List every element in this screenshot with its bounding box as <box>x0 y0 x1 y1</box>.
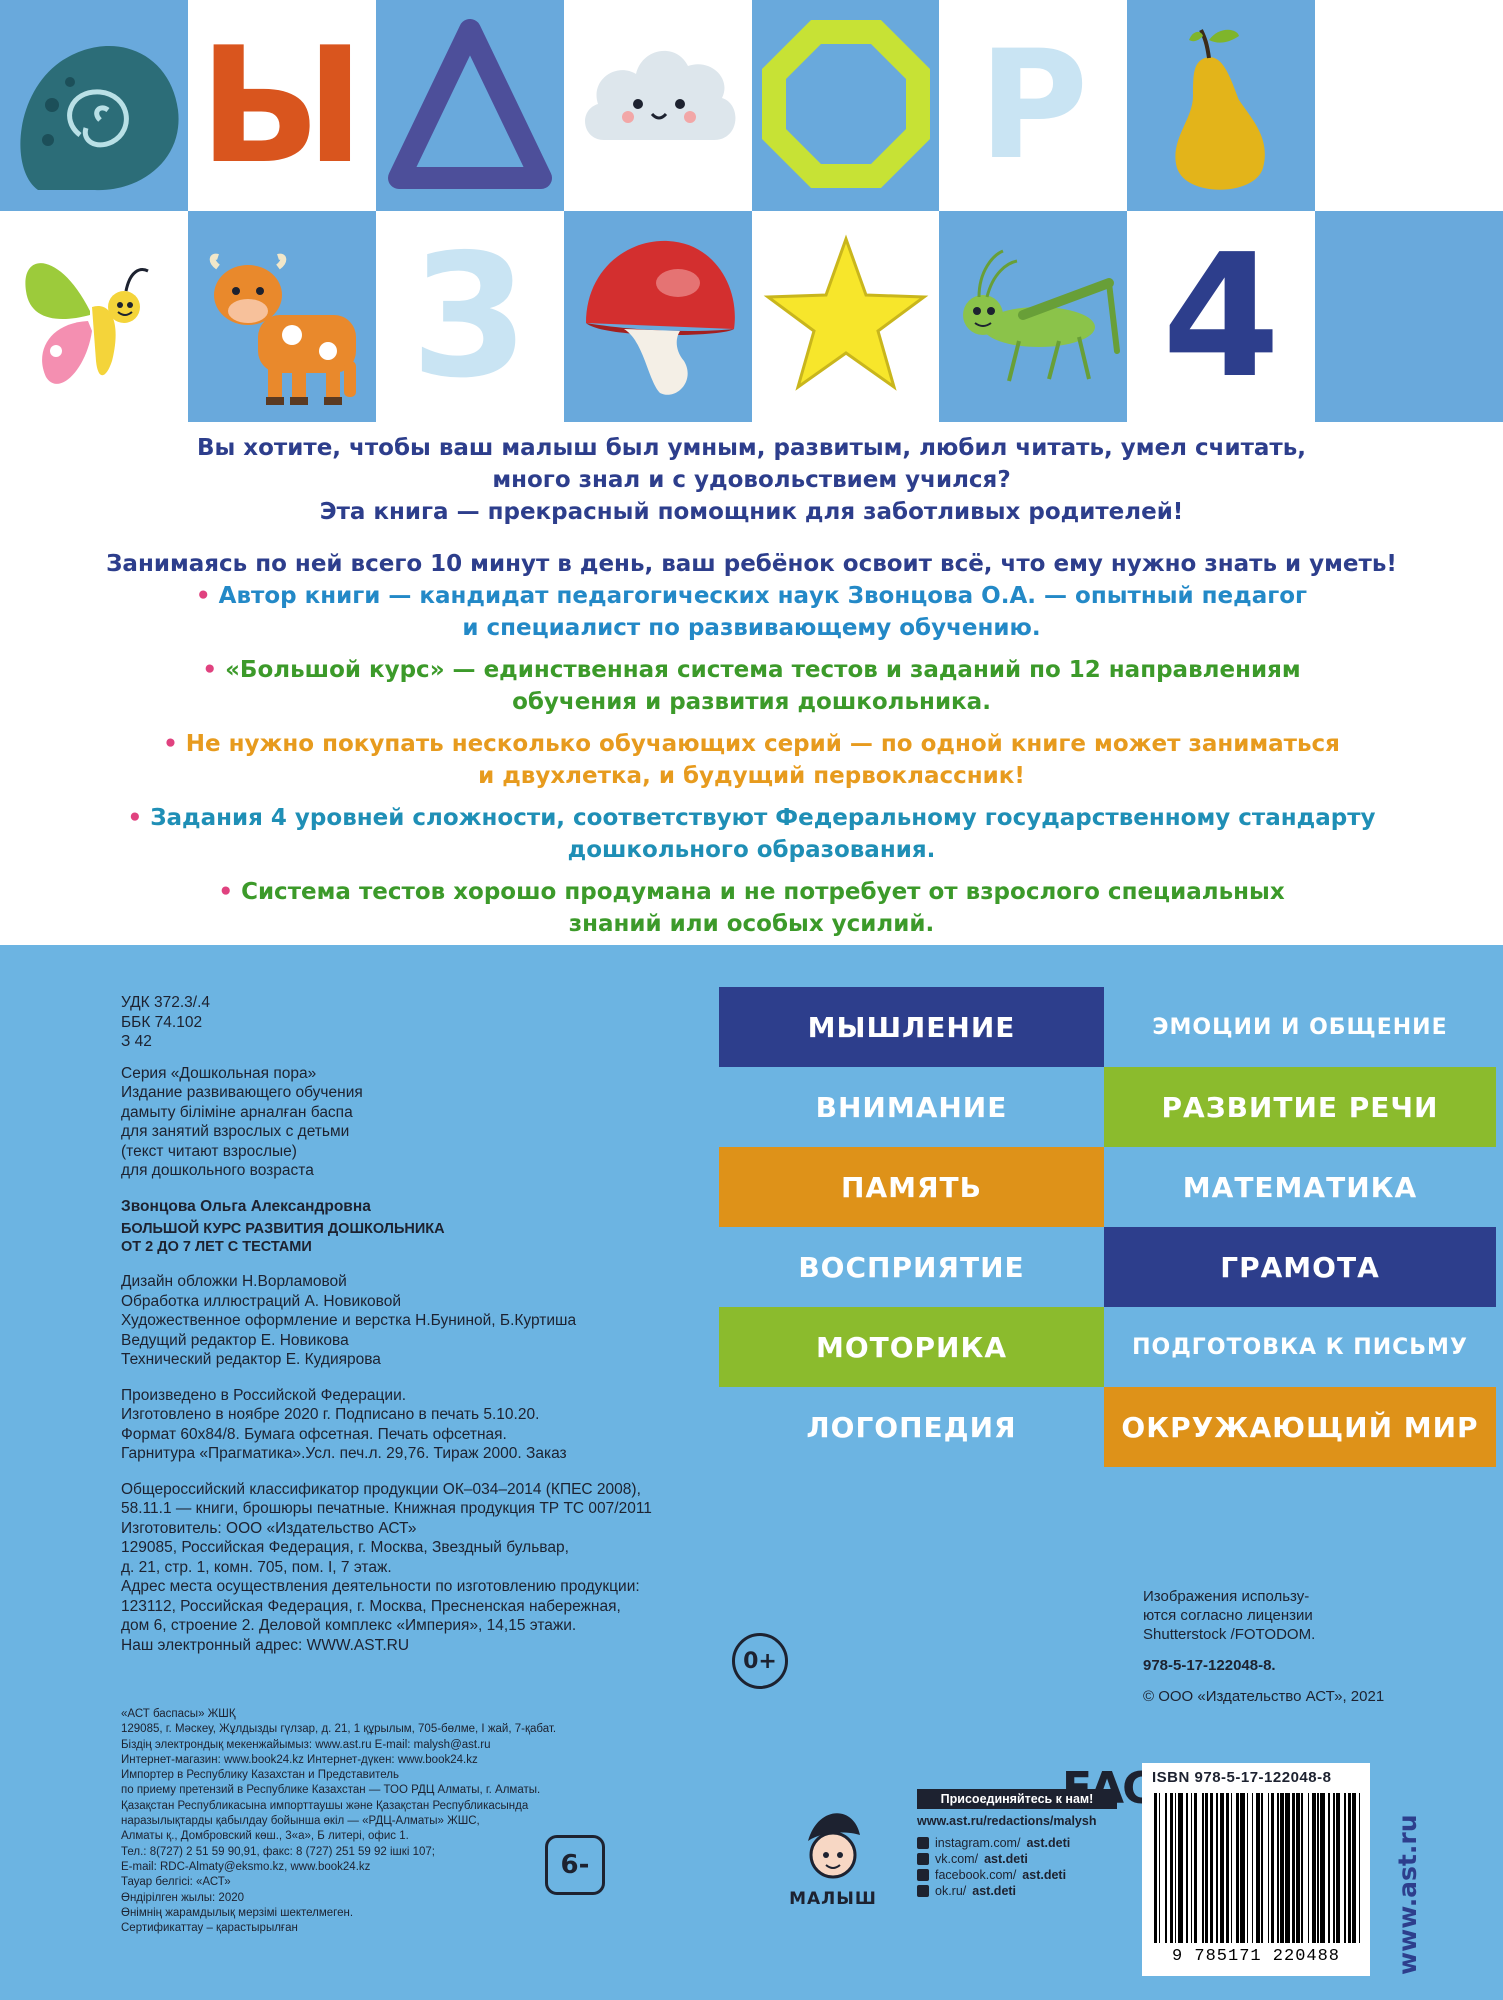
barcode-bar <box>1359 1793 1361 1943</box>
digit-3: 3 <box>410 217 529 416</box>
barcode-bar <box>1312 1793 1315 1943</box>
join-us-label: Присоединяйтесь к нам! <box>917 1789 1117 1809</box>
isbn-barcode <box>1142 1763 1370 1976</box>
intro-promise: Занимаясь по ней всего 10 минут в день, ваш ребёнок освоит всё, что ему нужно знать и уметь! <box>106 551 1397 577</box>
tile-cow <box>188 211 376 422</box>
digit-4: 4 <box>1162 217 1281 416</box>
barcode-bar <box>1320 1793 1325 1943</box>
isbn-label: ISBN 978-5-17-122048-8 <box>1152 1769 1332 1786</box>
letter-y: Ы <box>198 11 365 199</box>
social-instagram[interactable]: instagram.com/ ast.deti <box>917 1836 1117 1850</box>
barcode-bar <box>1154 1793 1157 1943</box>
barcode-bar <box>1226 1793 1229 1943</box>
cloud-icon <box>564 0 752 211</box>
barcode-bar <box>1328 1793 1330 1943</box>
rights-info <box>1143 1587 1473 1718</box>
vk-icon <box>917 1853 929 1865</box>
barcode-bar <box>1292 1793 1295 1943</box>
grasshopper-icon <box>939 211 1127 422</box>
imprint-block <box>121 993 721 1667</box>
star-icon <box>752 211 940 422</box>
barcode-bar <box>1247 1793 1249 1943</box>
barcode-bar <box>1231 1793 1233 1943</box>
barcode-bar <box>1285 1793 1290 1943</box>
barcode-bar <box>1159 1793 1161 1943</box>
tile-blank-1 <box>1315 0 1503 211</box>
barcode-bar <box>1261 1793 1263 1943</box>
production-info: Произведено в Российской Федерации. Изготовлено в ноябре 2020 г. Подписано в печать 5.10.20. Формат 60х84/8. Бумага офсетная. Печать офсетная. Гарнитура «Прагматика».Усл. печ.л. 29,76. Тираж 2000. Заказ <box>121 1386 567 1462</box>
barcode-bar <box>1271 1793 1274 1943</box>
barcode-bar <box>1277 1793 1279 1943</box>
barcode-bar <box>1344 1793 1346 1943</box>
tile-butterfly <box>0 211 188 422</box>
credits: Дизайн обложки Н.Ворламовой Обработка иллюстраций А. Новиковой Художественное оформление и верстка Н.Буниной, Б.Куртиша Ведущий редактор Е. Новикова Технический редактор Е. Кудиярова <box>121 1273 577 1368</box>
tile-star <box>752 211 940 422</box>
facebook-icon <box>917 1869 929 1881</box>
odnoklassniki-icon <box>917 1885 929 1897</box>
barcode-bar <box>1186 1793 1188 1943</box>
barcode-bars <box>1154 1793 1360 1943</box>
barcode-bar <box>1216 1793 1218 1943</box>
classification-codes: УДК 372.3/.4 ББК 74.102 З 42 <box>121 994 211 1050</box>
barcode-bar <box>1236 1793 1239 1943</box>
malysh-logo-icon <box>778 1795 888 1890</box>
malysh-url[interactable]: www.ast.ru/redactions/malysh <box>917 1814 1097 1828</box>
author-name: Звонцова Ольга Александровна <box>121 1197 371 1215</box>
intro-lead: Вы хотите, чтобы ваш малыш был умным, развитым, любил читать, умел считать, много знал и с удовольствием учился? Эта книга — прекрасный помощник для заботливых родителей! <box>196 435 1307 525</box>
barcode-bar <box>1348 1793 1351 1943</box>
butterfly-icon <box>0 211 188 422</box>
category-memory: ПАМЯТЬ <box>719 1147 1104 1227</box>
barcode-bar <box>1194 1793 1197 1943</box>
barcode-bar <box>1191 1793 1193 1943</box>
barcode-bar <box>1336 1793 1339 1943</box>
publisher-website: www.ast.ru <box>1393 1814 1422 1975</box>
barcode-bar <box>1268 1793 1270 1943</box>
category-writing-prep: ПОДГОТОВКА К ПИСЬМУ <box>1132 1334 1468 1360</box>
tile-letter-y <box>188 0 376 211</box>
bullet-one-book: • Не нужно покупать несколько обучающих серий — по одной книге может заниматься и двухлетка, и будущий первоклассник! <box>163 731 1340 789</box>
tile-digit-4 <box>1127 211 1315 422</box>
barcode-bar <box>1170 1793 1173 1943</box>
instagram-icon <box>917 1837 929 1849</box>
barcode-bar <box>1308 1793 1310 1943</box>
barcode-bar <box>1202 1793 1204 1943</box>
category-thinking: МЫШЛЕНИЕ <box>719 987 1104 1067</box>
barcode-bar <box>1296 1793 1299 1943</box>
barcode-bar <box>1240 1793 1245 1943</box>
barcode-bar <box>1210 1793 1213 1943</box>
tile-cloud <box>564 0 752 211</box>
mushroom-icon <box>564 211 752 422</box>
age-rating-badge: 0+ <box>732 1633 788 1689</box>
barcode-bar <box>1301 1793 1303 1943</box>
pear-icon <box>1127 0 1315 211</box>
intro-text <box>0 432 1503 940</box>
image-license: Изображения использу- ются согласно лицензии Shutterstock /FOTODOM. <box>1143 1588 1316 1643</box>
bullet-tests: • Система тестов хорошо продумана и не потребует от взрослого специальных знаний или особых усилий. <box>218 879 1285 937</box>
category-speech: РАЗВИТИЕ РЕЧИ <box>1104 1067 1496 1147</box>
bullet-system: • «Большой курс» — единственная система тестов и заданий по 12 направлениям обучения и развития дошкольника. <box>202 657 1301 715</box>
letter-r: Р <box>978 18 1089 193</box>
tile-octagon <box>752 0 940 211</box>
barcode-bar <box>1333 1793 1335 1943</box>
copyright: © ООО «Издательство АСТ», 2021 <box>1143 1688 1385 1705</box>
barcode-bar <box>1178 1793 1183 1943</box>
barcode-digits: 9 785171 220488 <box>1171 1947 1341 1966</box>
snail-shell-icon <box>0 0 188 211</box>
octagon-icon <box>752 0 940 211</box>
category-motor-skills: МОТОРИКА <box>719 1307 1104 1387</box>
category-math: МАТЕМАТИКА <box>1182 1170 1418 1204</box>
manufacturer-info: Общероссийский классификатор продукции ОК–034–2014 (КПЕС 2008), 58.11.1 — книги, брошюры печатные. Книжная продукция ТР ТС 007/2011 Изготовитель: ООО «Издательство АСТ» 129085, Российская Федерация, г. Москва, Звездный бульвар, д. 21, стр. 1, комн. 705, пом. I, 7 этаж. Адрес места осуществления деятельности по изготовлению продукции: 123112, Российская Федерация, г. Москва, Пресненская набережная, дом 6, строение 2. Деловой комплекс «Империя», 14,15 этажи. Наш электронный адрес: WWW.AST.RU <box>121 1480 652 1654</box>
tile-mushroom <box>564 211 752 422</box>
category-world: ОКРУЖАЮЩИЙ МИР <box>1104 1387 1496 1467</box>
barcode-bar <box>1317 1793 1319 1943</box>
tile-letter-r <box>939 0 1127 211</box>
tile-snail <box>0 0 188 211</box>
tile-digit-3 <box>376 211 564 422</box>
age-small-badge: 6- <box>545 1835 605 1895</box>
barcode-bar <box>1175 1793 1177 1943</box>
barcode-bar <box>1165 1793 1167 1943</box>
social-facebook[interactable]: facebook.com/ ast.deti <box>917 1868 1117 1882</box>
cow-icon <box>188 211 376 422</box>
tile-triangle <box>376 0 564 211</box>
category-speech-therapy: ЛОГОПЕДИЯ <box>806 1410 1017 1444</box>
triangle-icon <box>376 0 564 211</box>
series-info: Серия «Дошкольная пора» Издание развивающего обучения дамыту біліміне арналған баспа для занятий взрослых с детьми (текст читают взрослые) для дошкольного возраста <box>121 1064 363 1179</box>
category-attention: ВНИМАНИЕ <box>815 1090 1008 1124</box>
publisher-logo-text: МАЛЫШ <box>789 1889 877 1909</box>
barcode-bar <box>1256 1793 1259 1943</box>
book-title: БОЛЬШОЙ КУРС РАЗВИТИЯ ДОШКОЛЬНИКА ОТ 2 ДО 7 ЛЕТ С ТЕСТАМИ <box>121 1221 445 1255</box>
tile-blank-2 <box>1315 211 1503 422</box>
tile-grasshopper <box>939 211 1127 422</box>
category-perception: ВОСПРИЯТИЕ <box>798 1250 1025 1284</box>
bullet-levels: • Задания 4 уровней сложности, соответствуют Федеральному государственному стандарту дошкольного образования. <box>127 805 1376 863</box>
barcode-bar <box>1252 1793 1254 1943</box>
category-emotions: ЭМОЦИИ И ОБЩЕНИЕ <box>1152 1014 1448 1040</box>
social-ok[interactable]: ok.ru/ ast.deti <box>917 1884 1117 1898</box>
tile-pear <box>1127 0 1315 211</box>
illustration-grid <box>0 0 1503 422</box>
isbn-text: 978-5-17-122048-8. <box>1143 1657 1276 1674</box>
bullet-author: • Автор книги — кандидат педагогических наук Звонцова О.А. — опытный педагог и специалист по развивающему обучению. <box>195 583 1308 641</box>
imprint-section <box>0 945 1503 2000</box>
kazakhstan-info: «АСТ баспасы» ЖШҚ 129085, г. Мәскеу, Жұлдызды гүлзар, д. 21, 1 құрылым, 705-бөлме, I жай, 7-қабат. Біздің электрондық мекенжайымыз: www.ast.ru E-mail: malysh@ast.ru Интернет-магазин: www.book24.kz Интернет-дүкен: www.book24.kz Импортер в Республику Казахстан и Представитель по приему претензий в Республике Казахстан — ТОО РДЦ Алматы, г. Алматы. Қазақстан Республикасына импорттаушы және Қазақстан Республикасында наразылықтарды қабылдау бойынша өкіл — «РДЦ-Алматы» ЖШС, Алматы қ., Домбровский көш., 3«а», Б литері, офис 1. Тел.: 8(727) 2 51 59 90,91, факс: 8 (727) 251 59 92 ішкі 107; E-mail: RDC-Almaty@eksmo.kz, www.book24.kz Тауар белгісі: «АСТ» Өндірілген жылы: 2020 Өнімнің жарамдылық мерзімі шектелмеген. Сертификаттау – қарастырылған <box>121 1708 557 1935</box>
social-links <box>917 1789 1117 1900</box>
category-grid <box>719 987 1496 1467</box>
social-vk[interactable]: vk.com/ ast.deti <box>917 1852 1117 1866</box>
publisher-logo <box>778 1795 888 1925</box>
barcode-bar <box>1220 1793 1225 1943</box>
barcode-bar <box>1352 1793 1355 1943</box>
category-literacy: ГРАМОТА <box>1104 1227 1496 1307</box>
barcode-bar <box>1205 1793 1208 1943</box>
barcode-bar <box>1280 1793 1283 1943</box>
